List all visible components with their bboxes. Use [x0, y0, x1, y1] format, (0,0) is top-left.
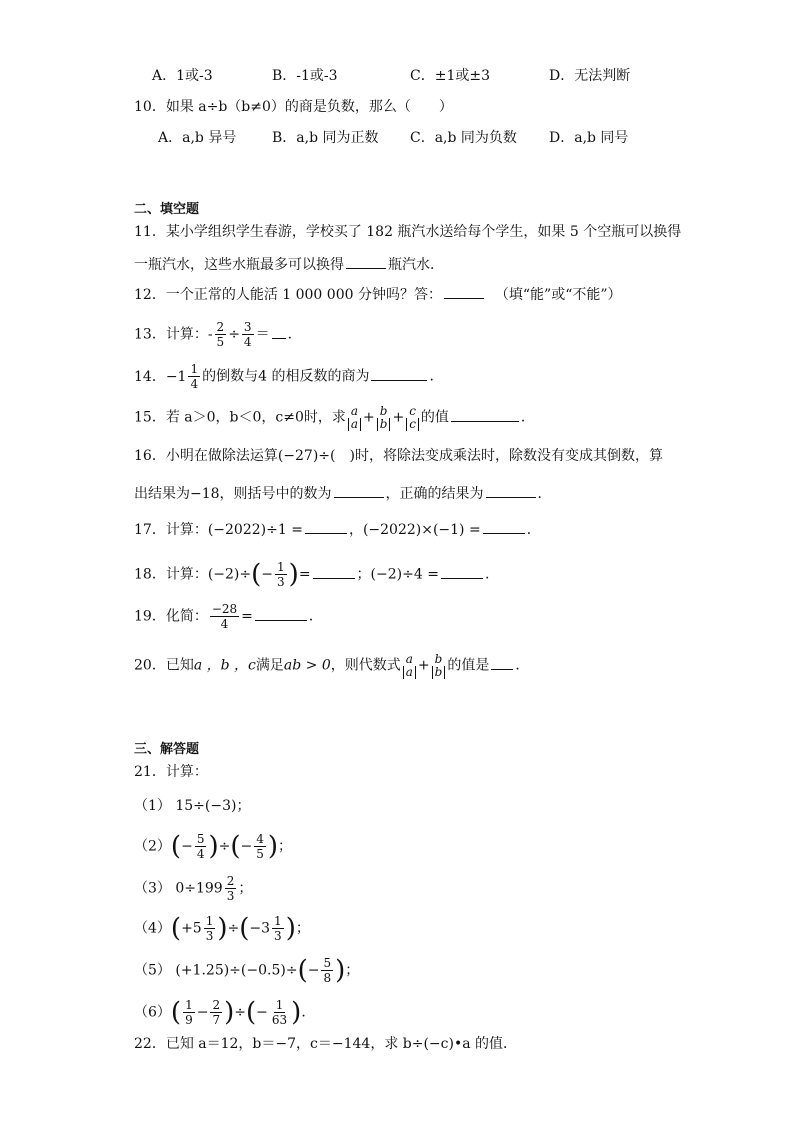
semicolon: ； [345, 962, 360, 979]
numerator: 1 [277, 560, 285, 574]
equals-sign: = [298, 566, 311, 583]
plus-sign: + [392, 409, 405, 426]
q9-option-a[interactable]: A．1或-3 [152, 68, 213, 84]
semicolon: ； [278, 838, 293, 855]
abs-denominator: b [432, 666, 446, 679]
q20 [134, 652, 529, 679]
q20-condition: ab > 0 [283, 657, 331, 674]
semicolon: ； [295, 920, 310, 937]
abs-denominator: a [348, 418, 361, 431]
q14 [134, 362, 443, 391]
q14-text-mid: 的倒数与4 的相反数的商为 [202, 368, 370, 385]
right-paren: ) [291, 997, 302, 1028]
denominator: 4 [196, 847, 205, 861]
period: ． [301, 1004, 316, 1021]
equals-sign: ＝ [255, 326, 270, 343]
divide-sign: ÷ [228, 326, 240, 343]
semicolon: ； [238, 880, 253, 897]
part-label: （3） 0÷199 [134, 880, 223, 897]
q16-text-end: 时，将除法变成乘法时，除数没有变成其倒数，算 [354, 448, 663, 464]
q16-line2 [134, 483, 552, 504]
period: ． [526, 522, 541, 538]
q16-text: 16．小明在做除法运算 [134, 448, 278, 464]
q16-line1 [134, 446, 663, 466]
q15-fraction-b [377, 404, 391, 431]
q11-answer-blank[interactable] [346, 254, 386, 269]
plus-sign: + [363, 409, 375, 426]
q12-answer-blank[interactable] [444, 284, 484, 299]
q21-part3 [134, 874, 252, 903]
q18-answer-blank-2[interactable] [441, 564, 483, 579]
whole-part: −3 [249, 920, 271, 937]
denominator: 63 [271, 1013, 288, 1027]
right-paren: ) [208, 831, 219, 862]
fraction [210, 998, 222, 1027]
left-paren: ( [170, 831, 182, 862]
q20-answer-blank[interactable] [491, 655, 513, 670]
numerator: c [409, 404, 416, 418]
q12 [134, 284, 622, 305]
numerator: a [405, 652, 413, 666]
q9-option-c[interactable]: C．±1或±3 [410, 68, 490, 84]
numerator: 5 [196, 832, 205, 846]
fraction [225, 874, 237, 903]
q10-option-b[interactable]: B．a,b 同为正数 [272, 130, 379, 146]
q12-hint: （填“能”或“不能”） [494, 287, 622, 303]
q19-answer-blank[interactable] [255, 606, 307, 621]
q11-line2 [134, 254, 444, 275]
q17-answer-blank-2[interactable] [483, 519, 525, 534]
equals-sign: = [241, 608, 253, 625]
denominator: 4 [243, 335, 252, 349]
q20-variables: a ，b ，c [193, 657, 256, 674]
q13-fraction-1 [215, 320, 227, 349]
whole-part: +5 [181, 920, 202, 937]
fraction [270, 998, 289, 1027]
period: ． [308, 608, 323, 625]
q18-fraction [275, 560, 287, 589]
numerator: 3 [243, 320, 252, 334]
q11-line1: 11．某小学组织学生春游，学校买了 182 瓶汽水送给每个学生，如果 5 个空瓶可以换得 [134, 224, 682, 240]
numerator: 1 [205, 914, 214, 928]
q14-mixed-number [134, 362, 202, 391]
numerator: 2 [212, 998, 221, 1012]
q9-option-d[interactable]: D．无法判断 [549, 68, 631, 84]
q21-part2: （2）(− $\frac{5}{4}$ )÷(− $\frac{4}{5}$ )； [134, 831, 293, 862]
q15-fraction-c [406, 404, 419, 431]
q21-part6: （6）( $\frac{1}{9}$ − $\frac{2}{7}$ )÷(− $\frac{1}{63}$ )． [134, 997, 316, 1028]
q20-fraction-a [403, 652, 416, 679]
denominator: 9 [185, 1013, 193, 1027]
separator: ， [348, 522, 363, 538]
left-paren: ( [239, 913, 250, 944]
part-label: （5） (+1.25)÷(−0.5)÷ [134, 962, 298, 979]
right-paren: ) [217, 913, 228, 944]
q20-text-mid2: ，则代数式 [330, 657, 401, 674]
denominator: 4 [220, 617, 229, 631]
part-label: （2） [134, 838, 171, 855]
numerator: 1 [274, 914, 282, 928]
denominator: 4 [190, 377, 199, 391]
q17-text: 17．计算： [134, 522, 208, 538]
q13-text: 13．计算：- [134, 326, 213, 343]
q18 [134, 560, 489, 589]
left-paren: ( [230, 831, 241, 862]
period: ． [515, 657, 530, 674]
numerator: 1 [185, 998, 193, 1012]
q22: 22．已知 a＝12，b＝−7，c＝−144，求 b÷(−c)•a 的值． [134, 1036, 518, 1052]
left-paren: ( [245, 997, 257, 1028]
q17-answer-blank-1[interactable] [305, 519, 347, 534]
q12-text: 12．一个正常的人能活 1 000 000 分钟吗？答： [134, 287, 442, 303]
q11-text-end: 瓶汽水． [388, 257, 444, 273]
q20-text-mid: 满足 [255, 657, 284, 674]
q18-answer-blank-1[interactable] [313, 564, 355, 579]
denominator: 3 [277, 575, 285, 589]
right-paren: ) [285, 913, 296, 944]
q10-option-a[interactable]: A．a,b 异号 [158, 130, 237, 146]
q14-fraction [188, 362, 200, 391]
denominator: 8 [323, 971, 332, 985]
q19 [134, 602, 323, 631]
denominator: 3 [226, 889, 235, 903]
q18-expression: (−2)÷ [207, 566, 252, 583]
numerator: b [434, 652, 443, 666]
q19-text: 19．化简： [134, 608, 208, 625]
fraction [254, 832, 266, 861]
q9-option-b[interactable]: B．-1或-3 [272, 68, 338, 84]
q10-option-c[interactable]: C．a,b 同为负数 [410, 130, 517, 146]
q15-fraction-a [348, 404, 361, 431]
q20-text-mid3: 的值是 [447, 657, 490, 674]
q10-option-d[interactable]: D．a,b 同号 [549, 130, 629, 146]
abs-denominator: a [403, 666, 416, 679]
q16-answer-blank-1[interactable] [334, 483, 384, 498]
left-paren: ( [170, 997, 182, 1028]
q21-part1: （1） 15÷(−3)； [134, 798, 251, 814]
q13 [134, 320, 302, 349]
right-paren: ) [288, 559, 299, 590]
numerator: −28 [211, 602, 238, 616]
q13-fraction-2 [242, 320, 254, 349]
q14-text: 14．−1 [134, 368, 187, 385]
q11-text: 一瓶汽水，这些水瓶最多可以换得 [134, 257, 344, 273]
denominator: 7 [212, 1013, 221, 1027]
period: . [484, 566, 490, 583]
q16-answer-blank-2[interactable] [486, 483, 536, 498]
denominator: 5 [256, 847, 264, 861]
q15-text: 15．若 a＞0，b＜0，c≠0时，求 [134, 409, 346, 426]
q20-fraction-b [432, 652, 446, 679]
denominator: 3 [274, 929, 282, 943]
q15-answer-blank[interactable] [451, 407, 519, 422]
left-paren: ( [251, 559, 262, 590]
q18-expression-2: (−2)÷4 = [370, 566, 439, 583]
numerator: a [350, 404, 359, 418]
denominator: 5 [216, 335, 225, 349]
right-paren: ) [224, 997, 235, 1028]
q21-stem: 21．计算： [134, 764, 208, 780]
numerator: 5 [323, 956, 332, 970]
fraction [204, 914, 216, 943]
plus-sign: + [417, 657, 430, 674]
period: ． [520, 409, 535, 426]
fraction [272, 914, 284, 943]
fraction [195, 832, 207, 861]
q16-text-mid: ，正确的结果为 [385, 486, 484, 502]
fraction [183, 998, 195, 1027]
q19-fraction [210, 602, 239, 631]
numerator: 2 [216, 320, 225, 334]
q10-stem: 10．如果 a÷b（b≠0）的商是负数，那么（ ） [134, 99, 453, 115]
part-label: （6） [134, 1004, 171, 1021]
q17 [134, 519, 541, 540]
numerator: 1 [190, 362, 199, 376]
left-paren: ( [297, 955, 308, 986]
numerator: 1 [275, 998, 284, 1012]
period: ． [287, 326, 302, 343]
q16-text: 出结果为−18，则括号中的数为 [134, 486, 332, 502]
q20-text: 20．已知 [134, 657, 194, 674]
period: ． [429, 368, 444, 385]
right-paren: ) [267, 831, 279, 862]
q21-part4: （4）(+5 $\frac{1}{3}$ )÷(−3 $\frac{1}{3}$ )； [134, 913, 310, 944]
numerator: 4 [256, 832, 264, 846]
q16-expression: (−27)÷( ) [277, 448, 355, 464]
part-label: （4） [134, 920, 171, 937]
numerator: 2 [226, 874, 235, 888]
separator: ； [356, 566, 371, 583]
q15-text-mid: 的值 [420, 409, 449, 426]
q18-text: 18．计算： [134, 566, 208, 583]
denominator: 3 [205, 929, 214, 943]
minus-sign: − [261, 566, 274, 583]
abs-denominator: c [406, 418, 419, 431]
q21-part5: （5） (+1.25)÷(−0.5)÷(− $\frac{5}{8}$ )； [134, 955, 360, 986]
fraction [321, 956, 333, 985]
q14-answer-blank[interactable] [371, 366, 427, 381]
q17-expression-1: (−2022)÷1 = [207, 522, 303, 538]
period: ． [537, 486, 552, 502]
right-paren: ) [335, 955, 346, 986]
numerator: b [379, 404, 388, 418]
q13-answer-blank[interactable] [272, 324, 286, 339]
abs-denominator: b [377, 418, 391, 431]
left-paren: ( [170, 913, 182, 944]
q17-expression-2: (−2022)×(−1) = [362, 522, 481, 538]
section-heading-fill-blank: 二、填空题 [134, 202, 200, 217]
q15 [134, 404, 535, 431]
section-heading-solve: 三、解答题 [134, 742, 200, 757]
